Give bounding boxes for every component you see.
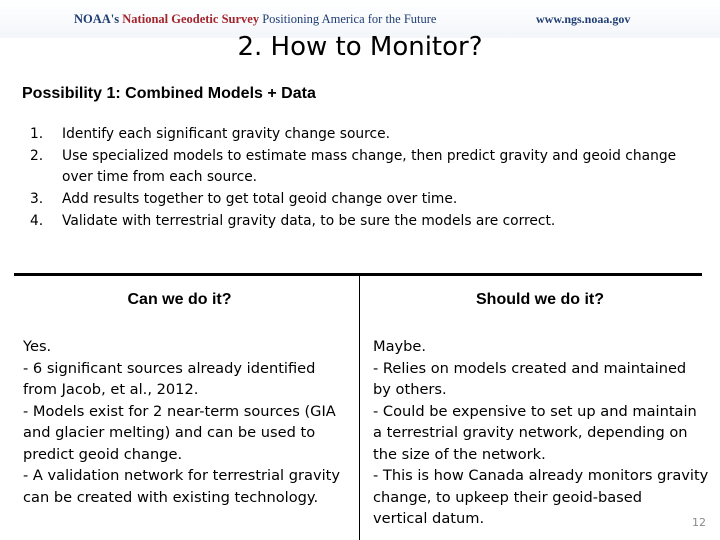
step-number: 2. <box>30 147 44 164</box>
step-item <box>30 146 710 189</box>
left-column-line: from Jacob, et al., 2012. <box>23 381 199 398</box>
page-number: 12 <box>692 516 706 529</box>
step-item <box>30 211 710 233</box>
step-item <box>30 124 710 146</box>
tagline: Positioning America for the Future <box>262 12 437 26</box>
right-column-line: a terrestrial gravity network, depending on <box>373 424 688 441</box>
right-column-line: Maybe. <box>373 338 427 355</box>
right-column-heading: Should we do it? <box>476 291 604 308</box>
step-number: 3. <box>30 191 44 208</box>
left-column-line: - A validation network for terrestrial gravity <box>23 467 341 484</box>
step-text-line: over time from each source. <box>62 169 258 186</box>
step-text-line: Use specialized models to estimate mass change, then predict gravity and geoid change <box>62 147 677 164</box>
step-text-line: Add results together to get total geoid change over time. <box>62 191 458 208</box>
step-number: 1. <box>30 126 44 142</box>
left-column-body <box>23 336 353 508</box>
right-column-line: vertical datum. <box>373 510 485 527</box>
right-column-line: - Could be expensive to set up and maintain <box>373 402 697 420</box>
agency-name: National Geodetic Survey <box>122 12 260 26</box>
left-column-line: - 6 significant sources already identified <box>23 359 316 377</box>
table-top-rule <box>14 273 702 276</box>
slide-subtitle: Possibility 1: Combined Models + Data <box>22 85 316 102</box>
noaa-ngs-logo-text <box>74 12 436 27</box>
org-name: NOAA's <box>74 12 120 26</box>
right-column-body <box>373 336 709 530</box>
left-column-heading: Can we do it? <box>127 291 232 308</box>
right-column-line: by others. <box>373 381 447 398</box>
step-text-line: Validate with terrestrial gravity data, to be sure the models are correct. <box>62 212 556 229</box>
right-column-line: the size of the network. <box>373 445 546 463</box>
step-text-line: Identify each significant gravity change source. <box>62 126 390 142</box>
left-column-line: predict geoid change. <box>23 445 183 463</box>
header-url: www.ngs.noaa.gov <box>536 12 631 26</box>
left-column-line: - Models exist for 2 near-term sources (GIA <box>23 402 336 420</box>
right-column-line: - This is how Canada already monitors gravity <box>373 467 709 484</box>
steps-list <box>30 124 710 233</box>
slide-title: 2. How to Monitor? <box>237 32 483 62</box>
table-column-divider <box>359 276 360 540</box>
left-column-line: and glacier melting) and can be used to <box>23 424 316 441</box>
left-column-line: can be created with existing technology. <box>23 488 319 506</box>
right-column-line: change, to upkeep their geoid-based <box>373 488 643 506</box>
step-item <box>30 189 710 211</box>
right-column-line: - Relies on models created and maintained <box>373 359 687 377</box>
step-number: 4. <box>30 212 44 229</box>
left-column-line: Yes. <box>23 338 52 355</box>
